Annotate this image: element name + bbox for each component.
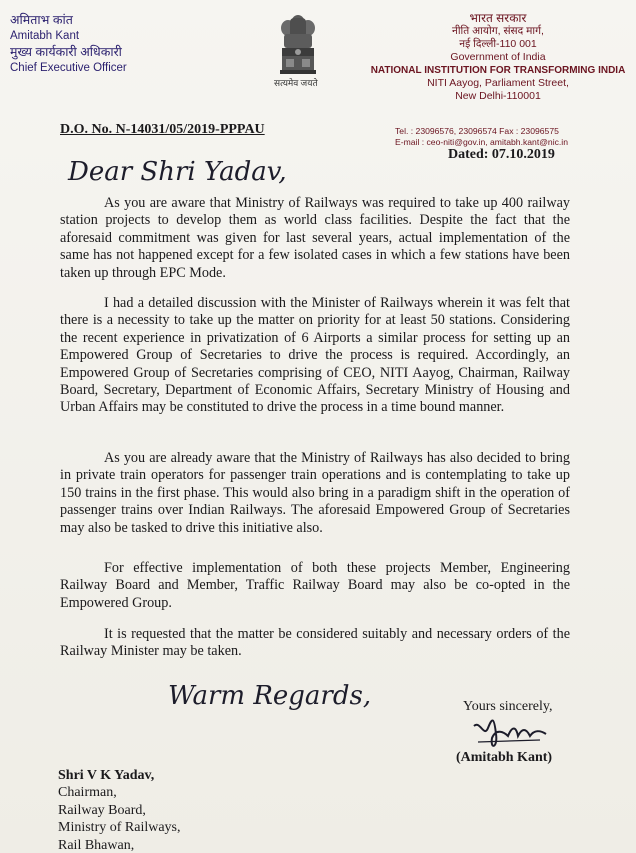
addressee-line: Rail Bhawan, [58,837,135,853]
closing-text: Warm Regards, [168,681,372,711]
sender-name-hindi: अमिताभ कांत [10,13,73,27]
closing-line: Yours sincerely, [463,699,553,714]
contact-tel: Tel. : 23096576, 23096574 Fax : 23096575 [395,126,559,136]
letter-date: Dated: 07.10.2019 [448,147,555,162]
addressee-line: Chairman, [58,785,117,801]
addressee-line: Shri V K Yadav, [58,768,155,783]
sender-title-hindi: मुख्य कार्यकारी अधिकारी [10,45,122,59]
org-hindi: भारत सरकार [469,11,527,25]
address-hindi-1: नीति आयोग, संसद मार्ग, [452,25,544,37]
signatory-name: (Amitabh Kant) [456,750,553,765]
paragraph-2: I had a detailed discussion with the Minister of Railways wherein it was felt that there is a necessity to take up the matter on priority for at least 50 stations. Considering the recent experience in privatization of 6 Airports a similar process for setting up an Empowered Group of Secretaries to drive the process is required. Accordingly, an Empowered Group of Secretaries comprising of CEO, NITI Aayog, Chairman, Railway Board, Secretary, Department of Economic Affairs, Secretary Ministry of Housing and Urban Affairs may be constituted to drive the process in a time bound manner. [60,295,570,416]
sender-block [10,12,127,76]
national-emblem [276,8,320,104]
contact-email: E-mail : ceo-niti@gov.in, amitabh.kant@nic.in [395,137,568,147]
signature [470,714,550,752]
handwritten-closing [166,672,386,722]
salutation-text: Dear Shri Yadav, [68,157,287,187]
salutation-handwriting-icon [66,150,306,190]
reference-number: D.O. No. N-14031/05/2019-PPPAU [60,122,265,137]
sender-name: Amitabh Kant [10,30,80,42]
addressee-line: Ministry of Railways, [58,820,181,836]
paragraph-1: As you are aware that Ministry of Railways was required to take up 400 railway station projects to develop them as world class facilities. Despite the fact that the aforesaid commitment was given for last several years, actual implementation of the same has not happened except for a few isolated cases in which a few stations have been taken up through EPC Mode. [60,195,570,281]
closing-handwriting-icon [166,672,386,722]
address-2: New Delhi-110001 [455,90,541,102]
sender-title: Chief Executive Officer [10,62,127,74]
office-address-block [370,12,626,103]
org-name: NATIONAL INSTITUTION FOR TRANSFORMING INDIA [370,65,626,76]
addressee-block [58,767,181,853]
govt-label: Government of India [450,51,546,63]
contact-block [395,126,568,148]
addressee-line: Railway Board, [58,802,146,818]
paragraph-3: As you are already aware that the Ministry of Railways has also decided to bring in private train operators for passenger train operations and is contemplating to take up 150 trains in the first phase. This would also bring in a paradigm shift in the operation of passenger trains over Indian Railways. The aforesaid Empowered Group of Secretaries may also be tasked to drive this initiative also. [60,450,570,536]
address-1: NITI Aayog, Parliament Street, [427,77,569,89]
handwritten-salutation [66,150,306,190]
paragraph-5: It is requested that the matter be considered suitably and necessary orders of the Railway Minister may be taken. [60,626,570,660]
ashoka-emblem-icon [276,8,320,104]
signature-scribble-icon [470,714,550,752]
emblem-motto: सत्यमेव जयते [274,78,318,88]
paragraph-4: For effective implementation of both these projects Member, Engineering Railway Board and Member, Traffic Railway Board may also be co-opted in the Empowered Group. [60,560,570,611]
address-hindi-2: नई दिल्ली-110 001 [459,38,537,50]
